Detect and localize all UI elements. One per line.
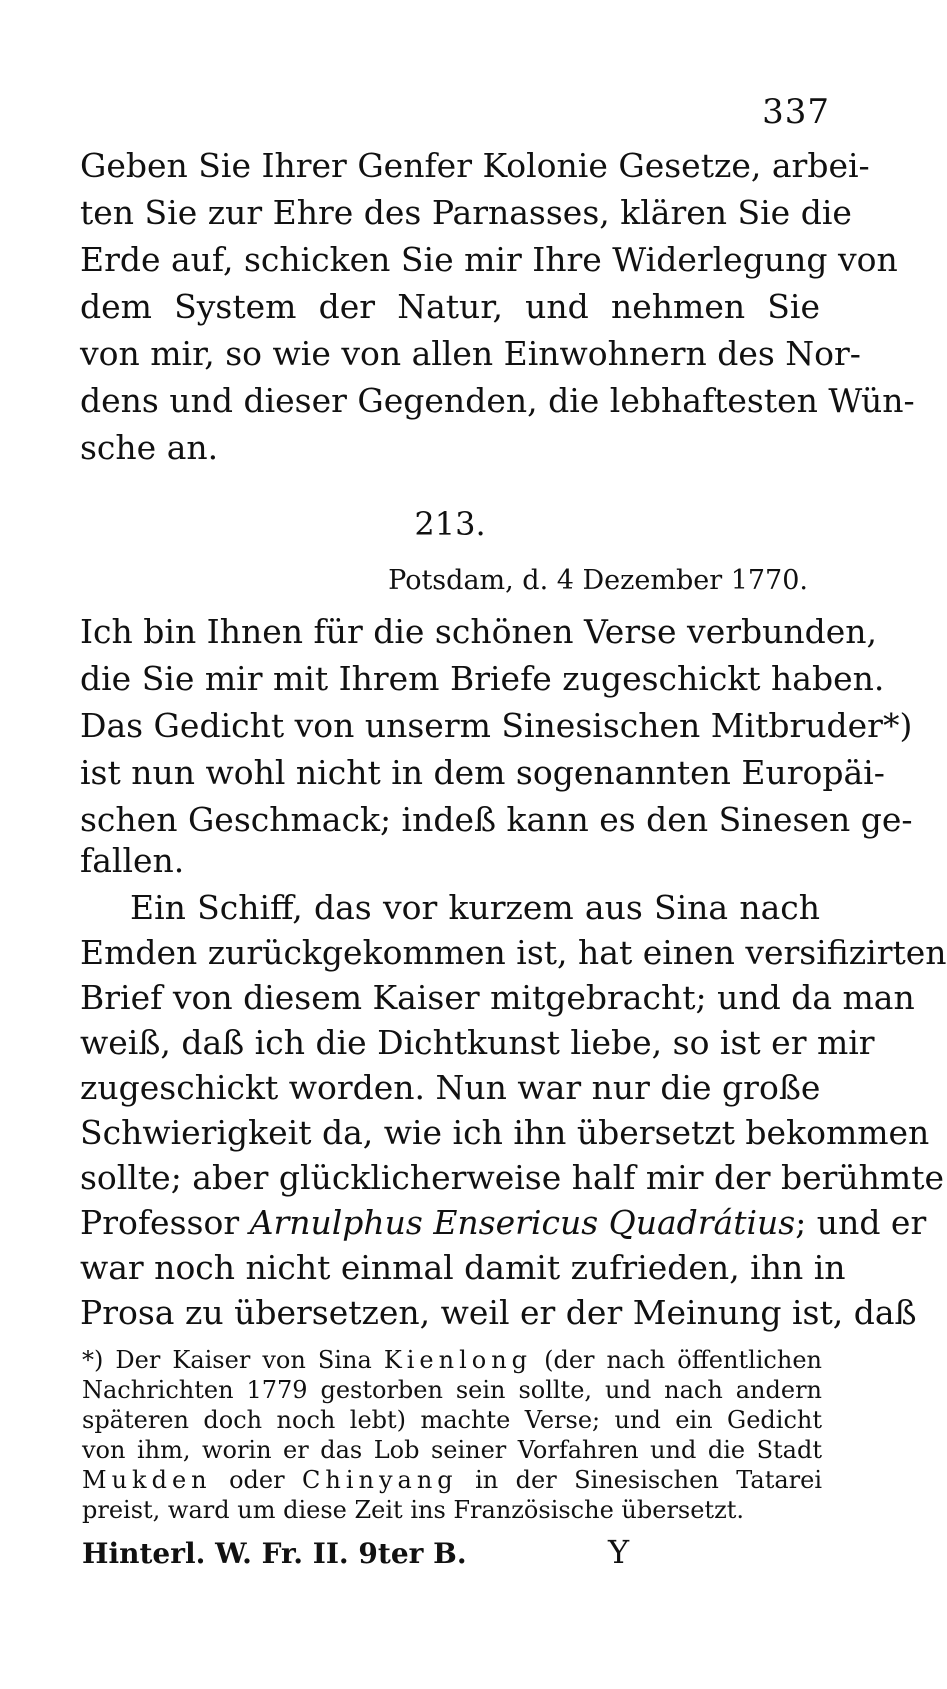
page-number: 337 — [762, 92, 830, 132]
footnote-line: späteren doch noch lebt) machte Verse; und ein Gedicht — [82, 1406, 822, 1434]
text-line: ten Sie zur Ehre des Parnasses, klären Sie die — [80, 193, 852, 232]
footnote-line: Nachrichten 1779 gestorben sein sollte, und nach andern — [82, 1376, 822, 1404]
text-line: weiß, daß ich die Dichtkunst liebe, so ist er mir — [80, 1023, 875, 1062]
footnote-text: *) Der Kaiser von Sina — [82, 1346, 372, 1374]
footnote-text: in der Sinesischen Tatarei — [475, 1466, 822, 1494]
catchword: Y — [608, 1533, 630, 1571]
footnote-line: von ihm, worin er das Lob seiner Vorfahren und die Stadt — [82, 1436, 822, 1464]
text-line: schen Geschmack; indeß kann es den Sinesen ge- — [80, 800, 913, 839]
city-name: Mukden — [82, 1466, 212, 1494]
footnote-line — [82, 1465, 822, 1495]
text-line: Schwierigkeit da, wie ich ihn übersetzt bekommen — [80, 1113, 930, 1152]
text-line: fallen. — [80, 841, 185, 880]
text-line: von mir, so wie von allen Einwohnern des Nor- — [80, 334, 861, 373]
text-line: dens und dieser Gegenden, die lebhaftesten Wün- — [80, 381, 915, 420]
signature-mark: Hinterl. W. Fr. II. 9ter B. — [82, 1537, 467, 1570]
letter-number: 213. — [414, 505, 486, 543]
footnote-text: oder — [229, 1466, 285, 1494]
text-line — [80, 1203, 927, 1243]
dateline: Potsdam, d. 4 Dezember 1770. — [388, 565, 808, 596]
professor-name-rest: Ensericus Quadrátius — [433, 1203, 796, 1242]
text-line: Das Gedicht von unserm Sinesischen Mitbruder*) — [80, 706, 913, 745]
text-line: ist nun wohl nicht in dem sogenannten Europäi- — [80, 753, 885, 792]
text-line: dem System der Natur, und nehmen Sie — [80, 287, 820, 326]
text-line: war noch nicht einmal damit zufrieden, ihn in — [80, 1248, 846, 1287]
text-line: sche an. — [80, 428, 219, 467]
text-line: Brief von diesem Kaiser mitgebracht; und da man — [80, 978, 915, 1017]
text-line: Emden zurückgekommen ist, hat einen versifizirten — [80, 933, 947, 972]
professor-prefix: Professor — [80, 1203, 240, 1242]
text-line: die Sie mir mit Ihrem Briefe zugeschickt haben. — [80, 659, 885, 698]
footnote-line — [82, 1345, 822, 1375]
text-line: Ich bin Ihnen für die schönen Verse verbunden, — [80, 612, 878, 651]
text-line: Geben Sie Ihrer Genfer Kolonie Gesetze, arbei- — [80, 146, 870, 185]
text-line: sollte; aber glücklicherweise half mir der berühmte — [80, 1158, 944, 1197]
text-line: Erde auf, schicken Sie mir Ihre Widerlegung von — [80, 240, 898, 279]
city-name-alt: Chinyang — [302, 1466, 458, 1494]
footnote-text: (der nach öffentlichen — [544, 1346, 822, 1374]
professor-name-first: Arnulphus — [249, 1203, 423, 1242]
professor-suffix: ; und er — [795, 1203, 927, 1242]
text-line: Ein Schiff, das vor kurzem aus Sina nach — [130, 888, 820, 927]
emperor-name: Kienlong — [383, 1346, 533, 1374]
footnote-line: preist, ward um diese Zeit ins Französische übersetzt. — [82, 1496, 744, 1524]
text-line: Prosa zu übersetzen, weil er der Meinung ist, daß — [80, 1293, 917, 1332]
text-line: zugeschickt worden. Nun war nur die große — [80, 1068, 821, 1107]
